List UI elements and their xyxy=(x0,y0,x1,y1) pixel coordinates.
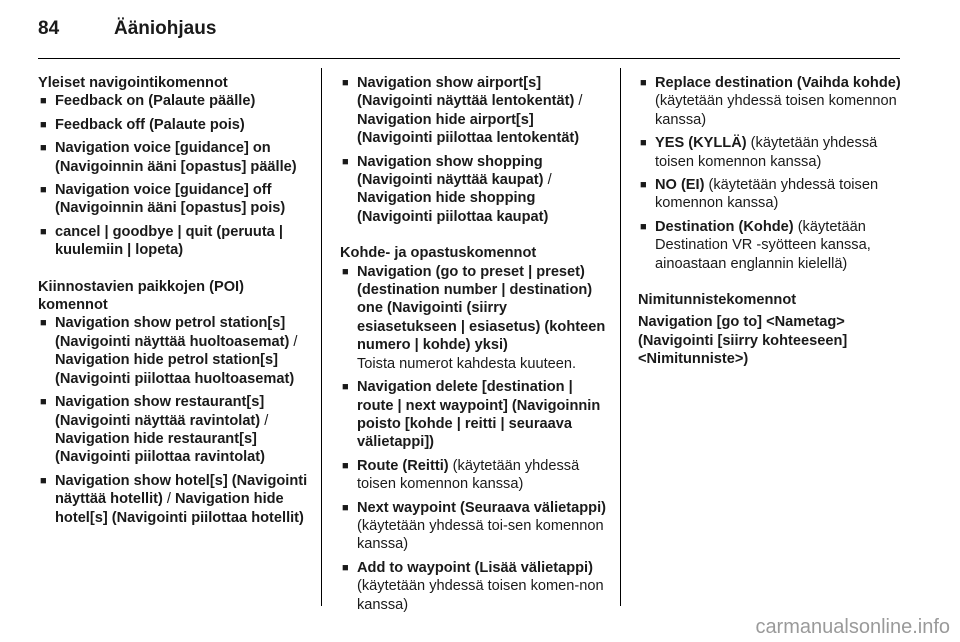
list-item: ■ Navigation show shopping (Navigointi näyttää kaupat) / Navigation hide shopping (Navigointi piilottaa kaupat) xyxy=(342,153,552,225)
column-divider xyxy=(620,68,621,606)
bullet-icon: ■ xyxy=(40,142,47,155)
column-3 xyxy=(638,74,908,369)
general-command-list xyxy=(38,92,314,259)
list-item: ■ Navigation voice [guidance] on (Navigoinnin ääni [opastus] päälle) xyxy=(40,140,297,175)
bullet-icon: ■ xyxy=(342,265,349,278)
column-divider xyxy=(321,68,322,606)
bullet-icon: ■ xyxy=(640,137,647,150)
list-item: ■ Navigation show hotel[s] (Navigointi näyttää hotellit) / Navigation hide hotel[s] (Navigointi piilottaa hotellit) xyxy=(40,472,308,526)
list-item: ■ cancel | goodbye | quit (peruuta | kuulemiin | lopeta) xyxy=(40,223,283,259)
section-heading-general: Yleiset navigointikomennot xyxy=(38,75,228,91)
list-item: ■ Navigation voice [guidance] off (Navigoinnin ääni [opastus] pois) xyxy=(40,182,286,217)
list-item: ■ Navigation show airport[s] (Navigointi näyttää lentokentät) / Navigation hide airport[s] (Navigointi piilottaa lentokentät) xyxy=(342,75,583,147)
list-item: ■ Destination (Kohde) (käytetään Destination VR -syötteen kanssa, ainoastaan englannin kielellä) xyxy=(640,218,871,272)
list-item: ■ Navigation delete [destination | route | next waypoint] (Navigoinnin poisto [kohde | reitti | seuraava välietappi]) xyxy=(342,379,601,451)
header-rule xyxy=(38,58,900,59)
section-heading-destination: Kohde- ja opastuskomennot xyxy=(340,245,537,262)
list-item: ■ Feedback off (Palaute pois) xyxy=(40,116,245,133)
bullet-icon: ■ xyxy=(342,501,349,514)
list-item: ■ YES (KYLLÄ) (käytetään yhdessä toisen komennon kanssa) xyxy=(640,135,878,170)
list-item: ■ Feedback on (Palaute päälle) xyxy=(40,93,256,110)
bullet-icon: ■ xyxy=(40,317,47,330)
bullet-icon: ■ xyxy=(342,155,349,168)
nametag-command: Navigation [go to] <Nametag> (Navigointi [siirry kohteeseen] <Nimitunniste>) xyxy=(638,314,848,368)
list-item: ■ Replace destination (Vaihda kohde) (käytetään yhdessä toisen komennon kanssa) xyxy=(640,75,901,128)
page-title: Ääniohjaus xyxy=(114,18,217,39)
section-heading-nametag: Nimitunnistekomennot xyxy=(638,292,797,309)
page-number: 84 xyxy=(38,18,60,39)
column-1 xyxy=(38,74,314,532)
list-item: ■ Route (Reitti) (käytetään yhdessä toisen komennon kanssa) xyxy=(342,457,580,493)
bullet-icon: ■ xyxy=(342,381,349,394)
bullet-icon: ■ xyxy=(342,459,349,472)
bullet-icon: ■ xyxy=(640,77,647,89)
list-item: ■ Navigation (go to preset | preset) (destination number | destination) one (Navigointi (siirry esiasetukseen | esiasetus) (kohteen numero | kohde) yksi) xyxy=(342,263,606,354)
bullet-icon: ■ xyxy=(40,95,47,108)
bullet-icon: ■ xyxy=(640,220,647,233)
bullet-icon: ■ xyxy=(40,118,47,131)
bullet-icon: ■ xyxy=(40,225,47,238)
bullet-icon: ■ xyxy=(342,561,349,574)
destination-command-list-2 xyxy=(340,378,608,614)
destination-command-list xyxy=(340,263,608,355)
confirmation-command-list xyxy=(638,74,908,273)
bullet-icon: ■ xyxy=(40,474,47,487)
preset-note: Toista numerot kahdesta kuuteen. xyxy=(357,355,577,372)
list-item: ■ Navigation show restaurant[s] (Navigointi näyttää ravintolat) / Navigation hide restaurant[s] (Navigointi piilottaa ravintolat) xyxy=(40,394,269,466)
bullet-icon: ■ xyxy=(640,179,647,192)
list-item: ■ Add to waypoint (Lisää välietappi) (käytetään yhdessä toisen komen-non kanssa) xyxy=(342,559,604,613)
watermark: carmanualsonline.info xyxy=(755,616,950,638)
list-item: ■ Next waypoint (Seuraava välietappi) (käytetään yhdessä toi-sen komennon kanssa) xyxy=(342,499,606,553)
section-heading-poi: Kiinnostavien paikkojen (POI) komennot xyxy=(38,278,244,314)
list-item: ■ Navigation show petrol station[s] (Navigointi näyttää huoltoasemat) / Navigation hide petrol station[s] (Navigointi piilottaa huoltoasemat) xyxy=(40,315,298,387)
bullet-icon: ■ xyxy=(342,77,349,89)
bullet-icon: ■ xyxy=(40,396,47,409)
poi-command-list-continued xyxy=(340,74,608,226)
column-2 xyxy=(340,74,608,619)
bullet-icon: ■ xyxy=(40,184,47,197)
poi-command-list xyxy=(38,314,314,526)
list-item: ■ NO (EI) (käytetään yhdessä toisen komennon kanssa) xyxy=(640,177,879,212)
